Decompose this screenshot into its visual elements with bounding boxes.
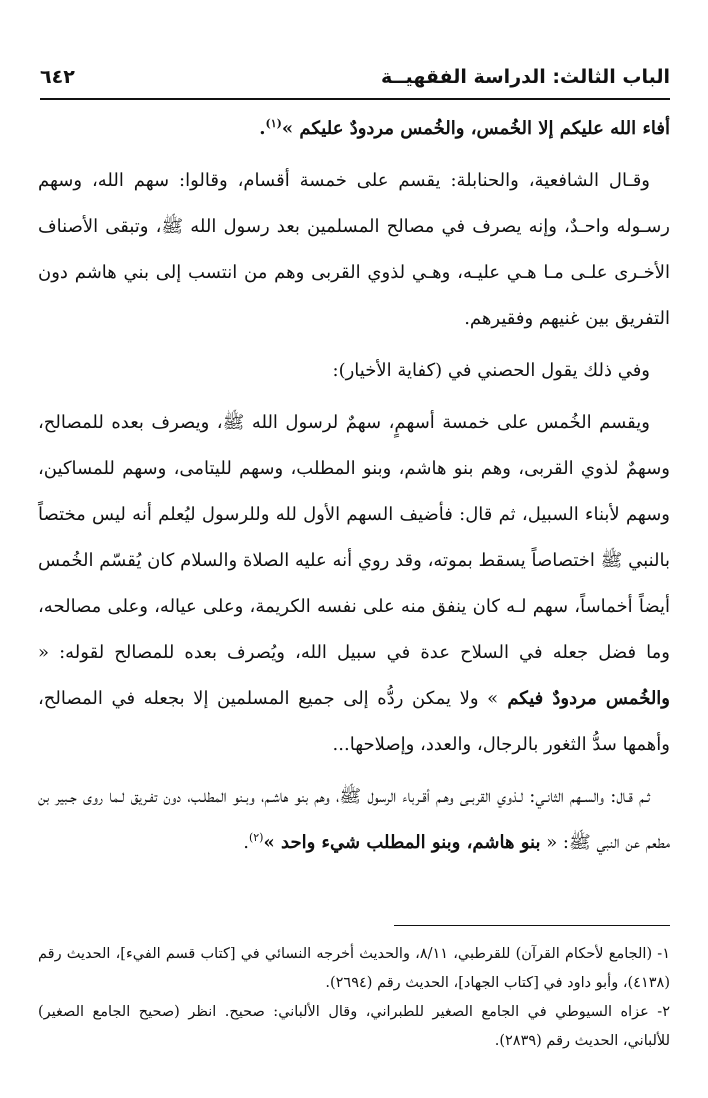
footnote-2: ٢- عزاه السيوطي في الجامع الصغير للطبراني، وقال الألباني: صحيح. انظر (صحيح الجامع الصغير) للألباني، الحديث رقم (٢٨٣٩). <box>38 1004 670 1049</box>
footnotes <box>38 940 670 1056</box>
footnote-ref-2[interactable]: (٢) <box>248 831 264 844</box>
paragraph-2: وقـال الشافعية، والحنابلة: يقسم على خمسة أقسام، وقالوا: سهم الله، وسهم رسـوله واحـدٌ، وإنه يصرف في مصالح المسلمين بعد رسول الله ﷺ، وتبقى الأصناف الأخـرى علـى مـا هـي عليـه، وهـي لذوي القربى وهم من انتسب إلى بني هاشم دون التفريق بين غنيهم وفقيرهم. <box>38 170 670 329</box>
paragraph-4-text: ويقسم الخُمس على خمسة أسهمٍ، سهمٌ لرسول الله ﷺ، ويصرف بعده للمصالح، وسهمٌ لذوي القربى، وهم بنو هاشم، وبنو المطلب، وسهم لليتامى، وسهم للمساكين، وسهم لأبناء السبيل، ثم قال: فأضيف السهم الأول لله وللرسول ليُعلم أنه ليس مختصاً بالنبي ﷺ اختصاصاً يسقط بموته، وقد روي أنه عليه الصلاة والسلام كان يُقسّم الخُمس أيضاً أخماساً، سهم لـه كان ينفق منه على نفسه الكريمة، وعلى عياله، وعلى مصالحه، وما فضل جعله في السلاح عدة في سبيل الله، ويُصرف بعده للمصالح لقوله: « <box>38 412 670 663</box>
paragraph-4-end: » ولا يمكن ردُّه إلى جميع المسلمين إلا بجعله في المصالح، وأهمها سدُّ الثغور بالرجال، والعدد، وإصلاحها... <box>38 688 670 755</box>
paragraph-5-end: . <box>243 832 249 853</box>
chapter-title: الباب الثالث: الدراسة الفقهيــة <box>381 66 670 88</box>
paragraph-5 <box>38 774 670 866</box>
paragraph-5-close: » <box>263 832 281 853</box>
main-text <box>38 106 670 866</box>
paragraph-5-quote: بنو هاشم، وبنو المطلب شيء واحد <box>281 832 541 853</box>
paragraph-5-text: ثـم قـال: والسـهم الثانـي: لـذوي القربـى وهـم أقـرباء الرسول ﷺ، وهم بنو هاشـم، وبـنو المطلـب، دون تفـريق لـما روى جـبير بن مطعم عن النبي ﷺ: « <box>38 786 670 853</box>
paragraph-1 <box>38 106 670 152</box>
footnote-1: ١- (الجامع لأحكام القرآن) للقرطبي، ٨/١١، والحديث أخرجه النسائي في [كتاب قسم الفيء]، الحديث رقم (٤١٣٨)، وأبو داود في [كتاب الجهاد]، الحديث رقم (٢٦٩٤). <box>38 946 670 991</box>
footnote-separator <box>394 925 670 926</box>
paragraph-1-end: . <box>259 118 266 139</box>
footnote-ref-1[interactable]: (١) <box>265 117 282 130</box>
page-number: ٦٤٢ <box>40 66 75 88</box>
page-header <box>40 62 670 100</box>
paragraph-4 <box>38 400 670 768</box>
paragraph-1-text: أفاء الله عليكم إلا الخُمس، والخُمس مردودٌ عليكم » <box>281 118 670 139</box>
paragraph-3: وفي ذلك يقول الحصني في (كفاية الأخيار): <box>332 360 650 381</box>
header-rule <box>40 98 670 100</box>
paragraph-4-quote: والخُمس مردودٌ فيكم <box>498 688 670 709</box>
